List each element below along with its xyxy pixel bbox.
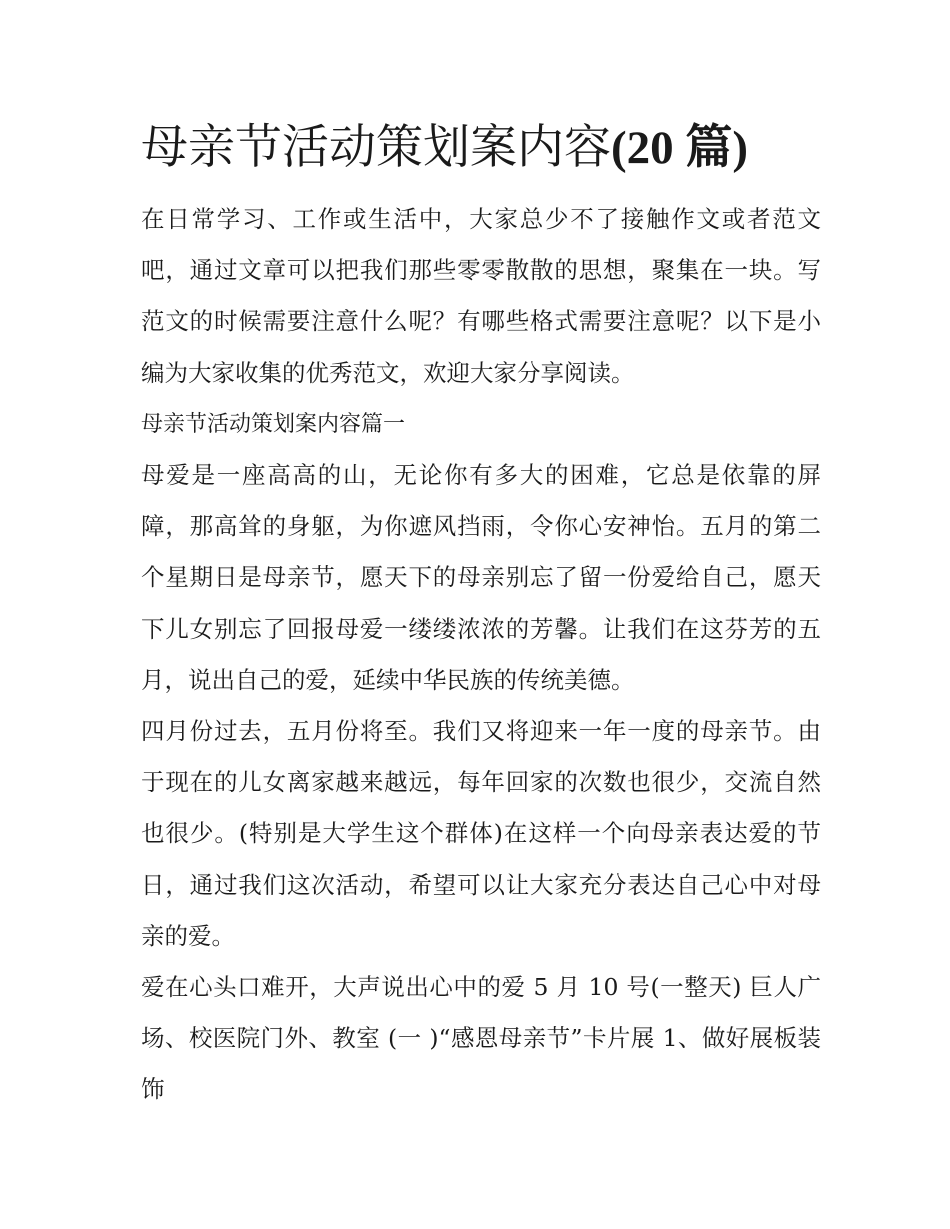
intro-paragraph: 在日常学习、工作或生活中，大家总少不了接触作文或者范文吧，通过文章可以把我们那些零零散散的思想，聚集在一块。写范文的时候需要注意什么呢？有哪些格式需要注意呢？以下是小编为大家收集的优秀范文，欢迎大家分享阅读。: [141, 205, 821, 387]
document-content: [141, 114, 821, 1116]
body-paragraph-3: 爱在心头口难开，大声说出心中的爱 5 月 10 号(一整天) 巨人广场、校医院门外、教室 (一 )“感恩母亲节”卡片展 1、做好展板装饰: [141, 973, 821, 1104]
title-suffix: (20 篇): [611, 122, 749, 174]
section-heading: 母亲节活动策划案内容篇一: [141, 411, 406, 437]
body-paragraph-1: 母爱是一座高高的山，无论你有多大的困难，它总是依靠的屏障，那高耸的身躯，为你遮风挡雨，令你心安神怡。五月的第二个星期日是母亲节，愿天下的母亲别忘了留一份爱给自己，愿天下儿女别忘了回报母爱一缕缕浓浓的芳馨。让我们在这芬芳的五月，说出自己的爱，延续中华民族的传统美德。: [141, 461, 821, 694]
title-main: 母亲节活动策划案内容: [141, 120, 611, 175]
document-title: [141, 114, 821, 182]
body-paragraph-2: 四月份过去，五月份将至。我们又将迎来一年一度的母亲节。由于现在的儿女离家越来越远，每年回家的次数也很少，交流自然也很少。(特别是大学生这个群体)在这样一个向母亲表达爱的节日，通过我们这次活动，希望可以让大家充分表达自己心中对母亲的爱。: [141, 717, 821, 950]
